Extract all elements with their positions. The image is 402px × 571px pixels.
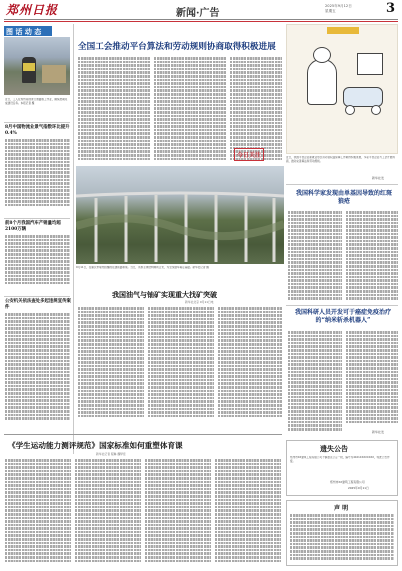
notice-statement-body (290, 513, 394, 563)
notice-lost-date: 2025年9月11日 (348, 486, 369, 490)
photo-caption: 近日，工人在郑州某地进行道路施工作业，确保按期完成建设任务。本报记者 摄 (5, 98, 68, 105)
bottom-body-col1 (5, 458, 71, 566)
bottom-body-col4 (215, 458, 281, 566)
left-column-rule (73, 24, 74, 454)
lead-cartoon (286, 24, 398, 154)
notice-lost-title: 遗失公告 (320, 444, 348, 453)
roadwork-photo (4, 37, 70, 95)
cartoon-figure (307, 59, 337, 105)
divider (4, 218, 70, 219)
lead-headline: 全国工会推动平台算法和劳动规则协商取得积极进展 (78, 42, 276, 52)
cartoon-caption: 近日，我国平台企业新就业形态劳动者权益保障工作取得积极进展，多家平台企业与工会开展协商，推动完善算法和劳动规则。 (286, 156, 395, 163)
bottom-headline: 《学生运动能力测评规范》国家标准如何重塑体育课 (8, 441, 183, 450)
divider (286, 305, 398, 306)
notice-lost-signer: 郑州市XX建筑工程有限公司 (330, 480, 365, 484)
cartoon-figure-head (313, 47, 331, 63)
cartoon-box (357, 53, 383, 75)
photo-machine (42, 65, 66, 83)
right-2-body-col1 (288, 330, 342, 434)
bottom-body-col2 (75, 458, 141, 566)
divider (4, 296, 70, 297)
paper-logo: 郑州日报 (6, 3, 59, 17)
section-title: 新闻·广告 (176, 8, 220, 19)
mid-headline: 我国油气与铀矿实现重大找矿突破 (112, 290, 217, 299)
cartoon-credit: 新华社发 (372, 176, 385, 180)
today-focus-logo: 今日关注 (234, 148, 264, 161)
masthead-rule (4, 19, 398, 20)
bridge-graphic (76, 166, 284, 264)
right-2-credit: 新华社发 (372, 430, 385, 434)
lead-body-col2 (154, 56, 226, 164)
brief-2-title: 前8个月我国汽车产销量均超2100万辆 (5, 221, 61, 232)
bridge-photo (76, 166, 284, 264)
mid-body-col3 (218, 306, 282, 422)
issue-date: 2025年9月12日 (325, 4, 352, 8)
right-1-body-col2 (346, 210, 398, 302)
right-1-headline: 我国科学家发现由单基因导致的红斑狼疮 (296, 190, 393, 205)
mid-byline: 新华社北京 9月11日电 (185, 300, 214, 304)
photo-worker-vest (23, 63, 35, 71)
lead-body-col1 (78, 56, 150, 164)
brief-1-title: 8月中国物流业景气指数环比提升0.4% (5, 125, 70, 136)
mid-body-col1 (78, 306, 144, 422)
bottom-byline: 新华社记者 程琳 魏梦佳 (96, 452, 126, 456)
bridge-caption: 9月11日，在重庆市境内拍摄的在建铁路桥梁。当日，该桥主体结构顺利合龙，为全线通车奠定基础。新华社记者 摄 (76, 266, 209, 269)
cartoon-tag (327, 27, 359, 34)
brief-3-body (5, 312, 70, 432)
news-brief-tag-label: 图 话 动 态 (6, 27, 42, 36)
cartoon-wheel (345, 105, 355, 115)
notice-statement-title: 声 明 (334, 505, 349, 512)
masthead-rule-red (4, 21, 398, 22)
right-2-headline: 我国科研人员开发可于癌症免疫治疗的“纳米斩杀机器人” (294, 309, 391, 324)
masthead (0, 0, 402, 19)
cartoon-scooter (343, 87, 383, 107)
divider (4, 122, 70, 123)
mid-body-col2 (148, 306, 214, 422)
page-number: 3 (386, 1, 396, 16)
right-column-rule (286, 184, 398, 185)
brief-3-title: 公安机关依法查处多起违规宣传案件 (5, 299, 71, 310)
issue-weekday: 星期五 (325, 9, 336, 13)
bottom-section-rule (4, 434, 282, 435)
cartoon-wheel (371, 105, 381, 115)
right-2-body-col2 (346, 330, 398, 428)
right-1-body-col1 (288, 210, 342, 302)
brief-1-body (5, 138, 70, 214)
brief-2-body (5, 234, 70, 292)
notice-lost-body: 郑州市XX建筑工程有限公司不慎遗失公章一枚，编号为4101XXXXXXXX，特此公告作废。 (290, 456, 390, 463)
bottom-body-col3 (145, 458, 211, 566)
